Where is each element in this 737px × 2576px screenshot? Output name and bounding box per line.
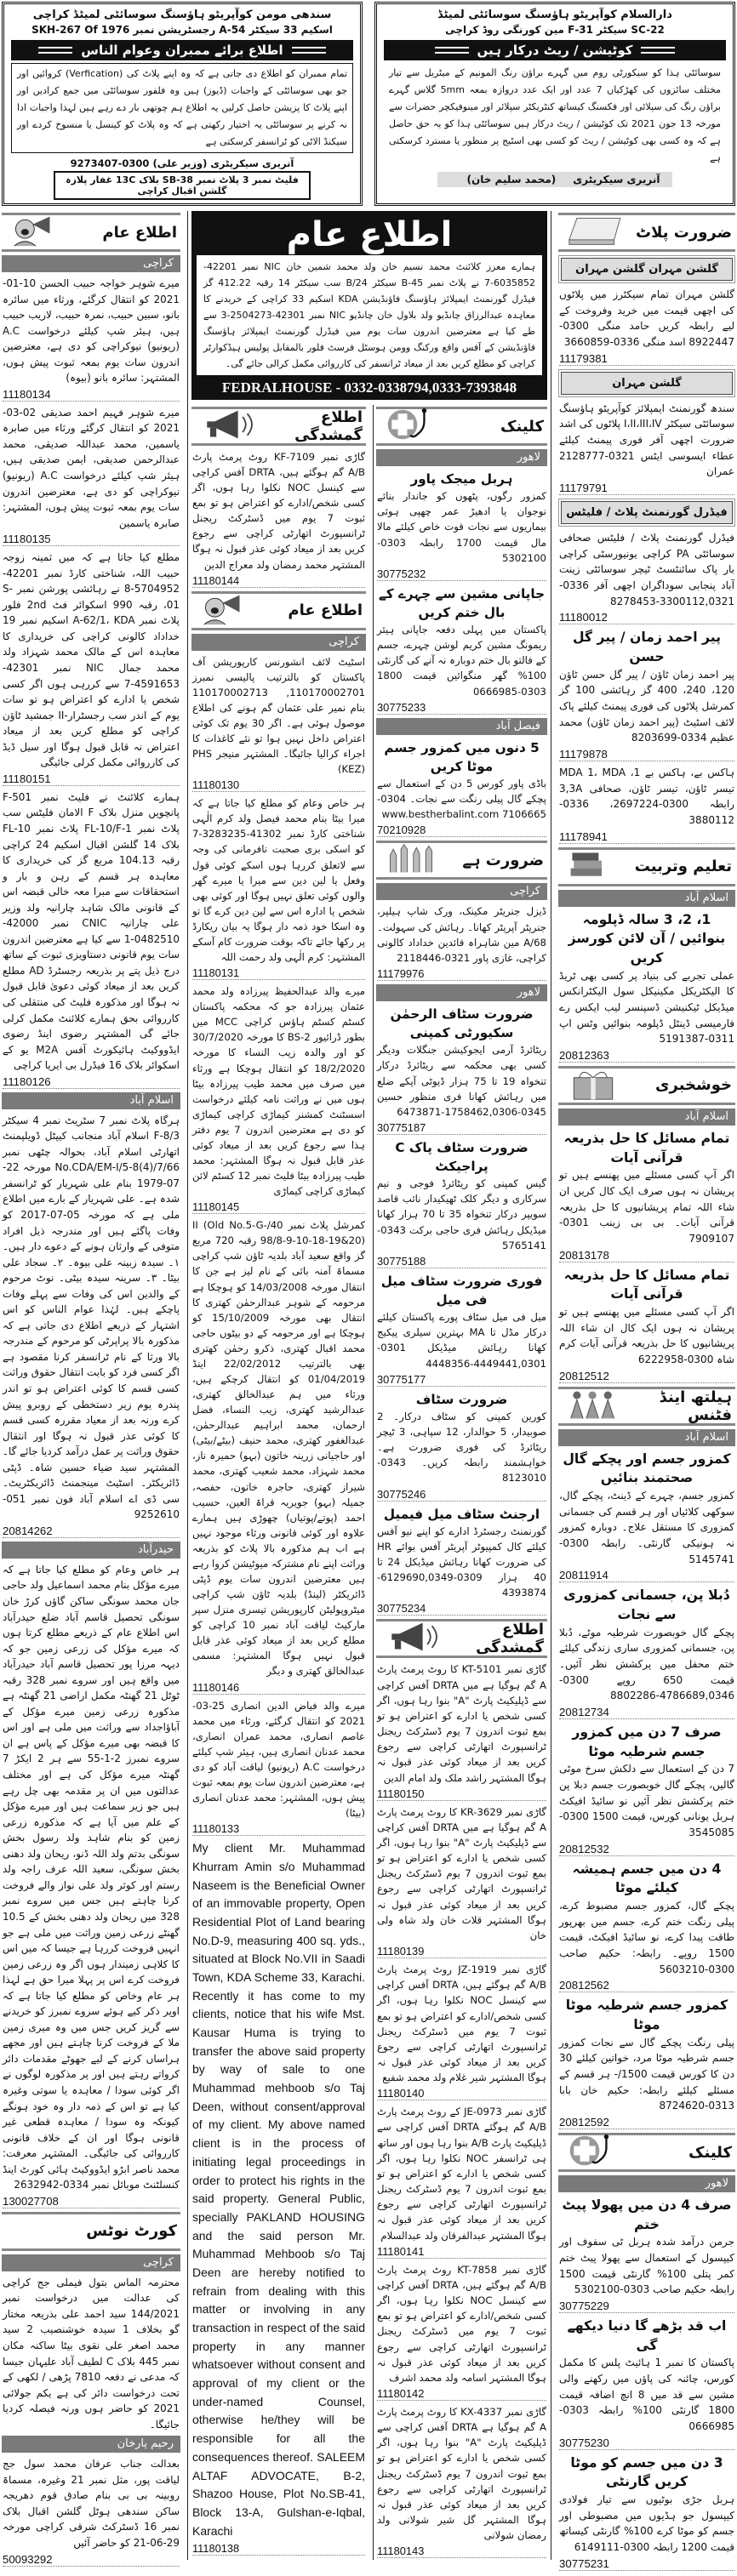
ad-heading: 4 دن میں جسم ہمیشہ کیلئے موٹا xyxy=(572,1860,722,1896)
ad-reference-number: 70210928 xyxy=(377,824,546,837)
ad-text: ہمارے کلائنٹ نے فلیٹ نمبر F-501 پانچویں منزل بلاک F الامان فلیٹس سب پلاٹ نمبر FL-10/F-1 پلاٹ نمبر FL-10 بلاک 14 گلشن اقبال اسکیم 24 کراچی رقبہ 104.13 مربع گز کی خریداری کا معاہدہ ہر قسم کے رہن و بار و استحقاقات سے مبرا معہ خالی قبضہ اس کے قانونی مالک شاہد چارانیہ ولد وزیر علی چارانیہ CNIC نمبر 42000-0482510-1 سے کیا ہے معترضین اندرون سات یوم قانونی دستاویزی ثبوت کے ساتھ درج ذیل پتے پر بذریعہ رجسٹرڈ AD مطلع کریں بعد از میعاد کوئی دعویٰ قابل قبول نہ ہوگا اور مذکورہ فلیٹ کی منتقلی کی کارروائی بحق ہمارے کلائنٹ مکمل کرلی جائے گی المشتہر رضوی اینڈ رضوی ایڈووکیٹ ہائیکورٹ آفس M2A یو کے اسکوائر بلاک 16 فیڈرل بی ایریا کراچی xyxy=(3,790,180,1072)
classified-ad xyxy=(2,1111,180,1540)
ad-text: گلشن مہران تمام سیکٹرز میں پلاٹوں کی اچھی قیمت میں خرید وفروخت کے لیے رابطہ کریں حامد منگی 0300-8922447 اسد منگی 0336-3660859 xyxy=(559,288,734,348)
section-title: کلینک xyxy=(688,2143,732,2162)
ad-reference-number: 11179381 xyxy=(559,352,734,366)
ad-text: اسٹیٹ لائف انشورنس کارپوریشن آف پاکستان کو بالترتیب پالیسی نمبرز 110170002701, 110170002713 بنام نمیر علی عثمان گم ہونے کی اطلاع موصول ہوئی ہے۔ اگر 30 یوم تک کوئی اعتراض داخل نہیں ہوا تو نئے کاغذات کا اجراء کرالیا جائیگا۔ المشتہر منیجر PHS (KEZ) xyxy=(192,655,365,776)
classifieds-body xyxy=(0,206,737,2573)
classified-ad xyxy=(558,399,735,497)
classified-ad xyxy=(2,274,180,403)
city-bar: حیدرآباد xyxy=(2,1542,180,1559)
feature-body: ہمارے معزز کلائنٹ محمد نسیم خان ولد محمد شمین خان NIC نمبر 42201-6035852-7 نے پلاٹ نمبر B-45 سیکٹر 24/B سب سیکٹر 14 رقبہ 412.22 گز فیڈرل گورنمنٹ ایمپلائز ہاؤسنگ فاؤنڈیشن KDA اسکیم 33 کراچی کے خریدنے کا معاہدہ عبدالرزاق چانڈیو ولد بلاول خان چانڈیو NIC نمبر 42301-2504273-3 سے طے کیا ہے معترضین اندرون سات یوم میں فیڈرل گورنمنٹ ایمپلائز ہاؤسنگ فاؤنڈیشن کے آفس واقع ورکنگ وومن ہوسٹل فرسٹ فلور بالمقابل پولیس ہیڈکوارٹر کراچی کو مطلع کریں بعد از میعاد ٹرانسفر کی کارروائی مکمل کرالی جائے گی۔ xyxy=(197,255,542,375)
ad-text: ہاکس بے، ہاکس بے 1، MDA 1، MDA تیسر ٹاؤن، تیسر ٹاؤن، صحافی 3,3A رابطہ 0300-2697224، 0336-3880112 xyxy=(559,766,735,826)
city-bar: لاهور xyxy=(558,2175,735,2192)
section-header xyxy=(558,213,735,252)
banner-text: کوٹیشن / ریٹ درکار ہیں xyxy=(477,43,633,58)
ad-text: میل فی میل سٹاف پورے پاکستان کیلئے درکار مڈل تا MA بہترین سیلری پیکیج کھانا رہائش میڈیکل 0301-4449441,0301-4448356 xyxy=(377,1311,546,1370)
ad-reference-number: 30775188 xyxy=(377,1255,546,1268)
ad-heading: ضرورت سٹاف الرحمٰن سکیورٹی کمپنی xyxy=(390,1006,534,1041)
city-bar: کراچی xyxy=(2,2254,180,2271)
classified-ad xyxy=(558,2194,735,2315)
ad-text: گاڑی نمبر KR-3629 کا روٹ پرمٹ پارٹ A گم ہوگیا ہے میں DRTA آفس کراچی سے ڈپلیکیٹ پارٹ "A" بنوا رہا ہوں، اگر کسی شخص یا ادارے کو اعتراض ہو تو بمع ثبوت اندرون 7 یوم ڈسٹرکٹ ریجنل ٹرانسپورٹ اتھارٹی کراچی سے رجوع کریں بعد از میعاد کوئی عذر قبول نہ ہوگا المشتہر قلات خان ولد شاہ ولی خان xyxy=(377,1805,547,1941)
section-title: اطلاع عام xyxy=(288,601,363,620)
ad-heading: ضرورت سٹاف xyxy=(415,1391,508,1407)
section-title: کورٹ نوٹس xyxy=(86,2222,177,2241)
ad-reference-number: 11180150 xyxy=(377,1787,546,1801)
section-header xyxy=(376,841,547,880)
ad-reference-number: 30775233 xyxy=(377,701,546,715)
column-1 xyxy=(2,211,180,2568)
ad-text: عملی تجربے کی بنیاد پر کسی بھی ٹریڈ کا الیکٹریکل مکینیکل سول الیکٹرانکس میڈیکل ٹیکنیشن ڈسپنسر لیب ایکس رے فارمیسی ڈینٹل ڈپلومہ بنوائیں وٹس اپ 0311-5191387 xyxy=(559,969,734,1046)
ad-heading: اب قد بڑھے گا دنیا دیکھے گی xyxy=(567,2317,727,2353)
ad-reference-number: 20812363 xyxy=(559,1049,734,1063)
classified-ad xyxy=(558,1584,735,1721)
ad-heading: 3 دن میں جسم کو موٹا کریں گارنٹی xyxy=(570,2453,723,2490)
classified-ad xyxy=(376,2260,547,2402)
classified-ad xyxy=(191,1216,366,1695)
society-name: سندھی مومن کوآپریٹو ہاؤسنگ سوسائٹی لمیٹڈ کراچی xyxy=(32,9,332,21)
ad-reference-number: 20814262 xyxy=(3,1525,180,1538)
classified-ad xyxy=(376,583,547,716)
classified-ad xyxy=(2,403,180,548)
classified-ad xyxy=(558,528,735,626)
ad-text: جرمن درآمد شدہ ہربل ٹی سفوف اور کیپسول کے استعمال سے پھولا پیٹ ختم کمر پتلی 100% گارنٹی قیمت 1500 رابطہ حکیم صاحب 0303-5302100 xyxy=(559,2236,734,2296)
ad-reference-number: 20812592 xyxy=(559,2116,734,2129)
people-icon xyxy=(562,1388,625,1425)
classified-ad xyxy=(376,737,547,840)
ad-text: پیلی رنگت پچکے گال سے نجات کمزور جسم شرطیہ موٹا مرد، خواتین کیلئے 30 دن کا کورس قیمت 1500/- ہر قسم کے مسئلے کیلئے رابطہ: حکیم خان بابا 0313-8724620 xyxy=(559,2036,734,2112)
ad-reference-number: 11180126 xyxy=(3,1075,180,1089)
ad-heading: ہربل میجک پاور xyxy=(410,471,513,487)
ad-heading: جاپانی مشین سے چہرے کے بال ختم کریں xyxy=(378,585,546,620)
clinic-icon xyxy=(562,2134,625,2171)
ad-text: اگر آپ کسی مسئلے میں پھنسے ہیں تو پریشان نہ ہوں صرف ایک کال کریں ان شاء اللہ تمام پریشانیوں کا حل بذریعہ قرآنی آیات۔ بی بی زینب 0301-7909107 xyxy=(559,1169,734,1245)
city-bar: فیصل آباد xyxy=(376,718,547,735)
ad-text: مطلع کیا جاتا ہے کہ میں ثمینہ زوجہ حبیب اللہ، شناختی کارڈ نمبر 42201-5704952-8 نے رہائشی پورشن نمبر S-01، رقبہ 990 اسکوائر فٹ 2nd فلور پلاٹ نمبر A-62/1، KDA اسکیم نمبر 19 خداداد کالونی کراچی کی خریداری کا معاہدہ اس کے مالک محمد شہزاد ولد محمد جمال NIC نمبر 42301-4591653-7 سے کررہی ہوں اگر کسی شخص یا ادارے کو اعتراض ہو تو سات یوم کے اندر سب رجسٹرار-II جمشید ٹاؤن کراچی کو مطلع کریں بعد از میعاد اعتراض نہ قابل قبول ہوگا اور سیل ڈیڈ کی کارروائی مکمل کرلی جائیگی xyxy=(3,551,180,769)
ad-text: ہر خاص وعام کو مطلع کیا جاتا ہے کہ میرے مؤکل بنام محمد اسماعیل ولد حاجی جان محمد سونگی ساکن گاؤں کرڑ خان سونگی تحصیل قاسم آباد ضلع حیدرآباد اس اطلاع عام کے ذریعے مطلع کرتا ہوں کہ میرے مؤکل کی زرعی زمین جو کہ دیہہ مرزا پور تحصیل قاسم آباد حیدرآباد میں واقع ہیں اور سروے نمبر 328 رقبہ ٹوٹل 21 گھنٹہ مکمل اراضی 21 گھنٹہ ہے مذکورہ زرعی زمین میرے مؤکل کے آباؤاجداد سے وراثت میں ملی ہے اور اس کا قبضہ بھی میرے مؤکل کے پاس ہے ان سروے نمبرز 2-1-55 سے ہر 2 ایکڑ 7 گھنٹہ میرے مؤکل کی ہے اور مختلف عدالتوں میں ان پر مقدمہ بھی چل رہے ہیں جو زیر سماعت ہیں اور میرے مؤکل کے علم میں آیا ہے کہ مذکورہ زرعی زمین کو بنام شاہد ولد رسول بخش سونگی بدتم ولد اللہ ڈنو، ریحان ولد دھنی بخش سونگی، سعید اللہ عرف راجہ ولد رستم اور کوثر ولد علی نواز والے فروخت کرنا چاہتے ہیں جس میں سروے نمبر 328 میں ریحان ولد دھنی بخش کے 10.5 گھنٹے زرعی زمین وراثت میں ملی ہے جو انہیں فروخت کررہا ہے جیسا کہ میں اس کا کلاہی زمیندار ہوں اگر وہ زرعی زمین فروخت کرے اس پر پہلا میرا حق ہے لہذا ہر عام وخاص کو مطلع کیا جاتا ہے کہ اوپر ذکر کیے ہوئے سروے نمبرز کو خریدنے سے گریز کریں جس میں وہ میری زمین ملا کے فروخت کرنا چاہتے ہیں اور مجھے ہراساں کرنے کے لیے جھوٹے مقدمات دائر کرواتے رہتے ہیں اور پر مذکورہ لوگوں نے اگر کوئی سودا / معاہدہ یا سوتی وغیرہ کیا ہے تو اس کے ذمہ دار وہ خود ہونگے کیونکہ وہ سودا / معاہدہ قطعی غیر قانونی ہوگا اور ان کے خلاف قانونی کارروائی کی جائیگی۔ المشتہر معرفت: محمد ناصر ابڑو ایڈووکیٹ ہائی کورٹ اینڈ کنسلٹنٹ موبائل نمبر 0334-2632942 xyxy=(3,1563,180,2191)
ad-reference-number: 30775187 xyxy=(377,1121,546,1135)
boxed-heading: گلشن مہران xyxy=(561,372,733,395)
ad-text: 7 دن کے استعمال سے دلکش سرخ موٹی گالیں، پچکے گال خوبصورت جسم دبلا پن ختم پرکشش نظر آئیں نو سائیڈ افیکٹ ہربل یونانی کورس، قیمت 1500 0300-3545085 xyxy=(559,1763,734,1839)
ad-reference-number: 11180131 xyxy=(192,966,365,980)
ad-heading: فوری ضرورت سٹاف میل فی میل xyxy=(380,1273,543,1308)
ad-text: گورنمنٹ رجسٹرڈ ادارے کو اپنے نیو آفس کیلئے کال کمپیوٹر آپریٹر آفس بوائے HR کی ضرورت کھانا رہائش میڈیکل 24 تا 40 ہزار 0309-6129690,0349-4393874 xyxy=(377,1525,547,1599)
ad-text: گاڑی نمبر KF-7109 روٹ پرمٹ پارٹ A/B گم ہوگئے ہیں، DRTA آفس کراچی سے کینسل NOC نکلوا رہا ہوں، اگر کسی شخص/ادارے کو اعتراض ہو تو بمع ثبوت 7 یوم میں ڈسٹرکٹ ریجنل ٹرانسپورٹ اتھارٹی کراچی سے رجوع کریں بعد از میعاد کوئی عذر قبول نہ ہوگا المشتہر محمد رمضان ولد معراج الدین xyxy=(192,451,365,571)
classified-ad xyxy=(376,2102,547,2260)
city-bar: لاهور xyxy=(376,449,547,466)
ad-text: My client Mr. Muhammad Khurram Amin s/o Muhammad Naseem is the Beneficial Owner of an immovable property, Open Residential Plot of Land bearing No.D-9, measuring 400 sq. yds., situated at Block No.VII in Saadi Town, KDA Scheme 33, Karachi. Recently it has come to my clients, notice that his wife Mst. Kausar Huma is trying to transfer the above said property by way of sale to one Muhammad mehboob s/o Taj Deen, without consent/approval of my client. My above named client is in the process of initiating legal proceedings in order to protect his rights in the said property. General Public, specially PAKLAND HOUSING and the said person Mr. Muhammad Mehboob s/o Taj Deen are hereby notified to refrain from dealing with this matter or involving in any transaction in respect of the said property in any manner whatsoever without consent and approval of my client or the under-named Counsel, otherwise he/they will be responsible for all the consequences thereof. SALEEM ALTAF ADVOCATE, B-2, Shazoo House, Plot No.SB-41, Block 13-A, Gulshan-e-Iqbal, Karachi xyxy=(192,1841,365,2538)
top-notices xyxy=(0,0,737,206)
megaphone-icon xyxy=(195,407,258,445)
classified-ad xyxy=(376,1960,547,2102)
ad-reference-number: 11180142 xyxy=(377,2387,546,2401)
ad-reference-number: 11180135 xyxy=(3,533,180,546)
classified-ad xyxy=(376,1270,547,1388)
ad-text: کمزور جسم، چہرے کے ڈینٹ، پچکے گال، سوکھی کلائیاں اور ہر قسم کی جسمانی کمزوری کا مستقل علاج۔ دوبارہ کمزور نہ ہونیکی گارنٹی۔ رابطہ 0300-5145741 xyxy=(559,1490,734,1565)
ad-text: کورین کمپنی کو سٹاف درکار۔ 2 صوبیدار، 5 حوالدار، 12 سپاہی، 3 ٹیچر ریٹائرڈ کی فوری ضرورت ہے۔ خواہشمند رابطہ کریں۔ 0343-8123010 xyxy=(377,1410,546,1485)
section-title: خوشخبری xyxy=(655,1076,732,1095)
secretary-name: (محمد سلیم خان) xyxy=(466,174,557,185)
ad-text: سندھ گورنمنٹ ایمپلائز کوآپریٹو ہاؤسنگ سوسائٹی سیکٹر I،II،III،IV پلاٹوں کی اشد ضرورت اچھی آفر فوری پیمنٹ کیلئے عطاء ایسوسی ایٹس 0321-2128777 عمران xyxy=(559,402,734,478)
ad-heading: پیر احمد زمان / پیر گل حسن xyxy=(572,629,722,664)
ad-heading: کمزور جسم شرطیہ موٹا موٹا xyxy=(565,1997,728,2033)
section-header xyxy=(376,407,547,446)
classified-ad xyxy=(558,763,735,846)
section-title: کلینک xyxy=(500,417,544,436)
clinic-icon xyxy=(380,407,443,445)
ad-text: گیس کمپنی کو ریٹائرڈ فوجی و نیم سرکاری و دیگر کلک ٹھیکیدار نائب قاصد سویپر درکار تنخواہ 35 تا 70 ہزار کھانا میڈیکل رہائش فری حاجی برکت 0343-5765141 xyxy=(377,1177,546,1251)
section-title: اطلاع گمشدگی xyxy=(294,408,363,444)
ad-reference-number: 11180140 xyxy=(377,2087,546,2100)
ad-text: پچکے گال، کمزور جسم مضبوط کرے، پیلی رنگت ختم کرے، جسم میں بھرپور طاقت پیدا کرے، نو سائیڈ افیکٹ، قیمت 1500 روپے۔ رابطہ: حکیم صاحب 0300-5603210 xyxy=(559,1900,734,1975)
column-4 xyxy=(558,211,735,2573)
city-bar: کراچی xyxy=(191,634,366,651)
secretary xyxy=(437,172,671,187)
banner-text: اطلاع برائے ممبران وعوام الناس xyxy=(81,43,283,58)
ad-reference-number: 20811914 xyxy=(559,1569,734,1582)
section-header xyxy=(2,213,180,252)
ad-text: پچکے گال خوبصورت شرطیہ موٹے، دُبلا پن، جسمانی کمزوری ساری زندگی کیلئے ختم محفل میں پرکشش نظر آئیں۔ قیمت 650 روپے 0300-4786689,0346-8802286 xyxy=(559,1626,734,1702)
ad-reference-number: 20812734 xyxy=(559,1706,734,1719)
ad-reference-number: 11180139 xyxy=(377,1945,546,1958)
classified-ad xyxy=(191,1696,366,1838)
banner-rule xyxy=(435,47,469,54)
ad-reference-number: 20813178 xyxy=(559,1249,734,1262)
ad-text: ریٹائرڈ آرمی ایجوکیشن جنگلات ودیگر کسی بھی محکمہ سے ریٹائرڈ درکار تنخواہ 19 تا 75 ہزار ڈیوٹی آپکے ضلع میں رہائش کھانا فری منظور حسین 0345-1758462,0306-6473871 xyxy=(377,1044,546,1118)
secretary: آنریری سیکریٹری (وزیر علی) 0300-9273407 xyxy=(70,157,294,169)
ad-text: ہربل جڑی بوٹیوں سے تیار فولادی کیپسول جو ہڈیوں میں مضبوطی اور جسم کو موٹا کرے 100% گارنٹی کیساتھ قیمت 1200 رابطہ 0300-6149111 xyxy=(559,2493,735,2554)
classified-ad xyxy=(558,2452,735,2573)
classified-ad xyxy=(376,1660,547,1802)
ad-text: کمرشل پلاٹ نمبر 40/II (Old No.5-G-98/8-9-10-18-19&20) رقبہ 720 مربع گز واقع سعید آباد بلدیہ ٹاؤن شپ کراچی مسماۃ آمنہ بائی کے نام لیز ہے جن کا انتقال مورخہ 14/03/2008 کو ہوچکا ہے مرحومہ کے شوہر عبدالرحمٰن کھتری کا انتقال بھی مورخہ 15/10/2009 کو ہوچکا ہے اور مرحومہ کے دو بیٹوں حاجی محمد اقبال کھتری، ذکرو رحمٰن کھتری بھی بالترتیب 22/02/2012 اینڈ 01/04/2019 کو انتقال کرچکے ہیں، ورثاء میں ہم عبدالخالق کھتری، عبدالرشید کھتری، زیب النساء، فضل ارحمان، محمد ابراہیم عبدالرحمٰن، عبدالغفور کھتری، محمد حنیف (بیٹے/بیٹی) اور حاجیانی زرینہ خاتون (بہو) حمیرہ ناز، محمد شہزاد، محمد شعیب کھتری، محمد شیراز کھتری، حاجرہ خاتون، حفصہ، جمیلہ (بہو) جویریہ قراۃ العین، حسیب احمد (پوتے/پوتیاں) چھوڑی ہیں ہمارے علاوہ اور کوئی قانونی ورثاء موجود نہیں ہے اب ہم مذکورہ بالا پلاٹ کو بذریعہ وراثت اپنے نام مشترکہ میوٹیشن کروا رہے ہیں معترضین اندرون سات یوم ڈپٹی ڈائریکٹر (لینڈ) بلدیہ ٹاؤن شپ کراچی میٹروپولیٹن کارپوریشن تیسری منزل سپر مارکیٹ لیاقت آباد نمبر 10 کراچی کو مطلع کریں بعد از میعاد کوئی عذر قابل قبول نہیں ہوگا المشتہر: مسمی عبدالخالق کھتری و دیگر xyxy=(192,1219,366,1678)
section-title: ضرورت پلاٹ xyxy=(635,223,732,242)
quotation-body: سوسائٹی ہذا کو سیکورٹی روم میں گہرے براؤن رنگ المونیم کے میٹریل سے تیار مختلف سائزوں کی کھڑکیاں 7 عدد اور ایک عدد دروازہ بمعہ 5mm گلاس گہرے براؤن رنگ کی سپلائی اور فکسنگ کیساتھ کنٹریکٹر سپلائر اور مینوفیکچر حضرات سے مورخہ 13 جون 2021 تک کوٹیشن / ریٹ درکار ہیں سوسائٹی ہذا کو یہ حق حاصل ہے کہ وہ کسی بھی کوٹیشن / ریٹ کو کسی بھی اسٹیج پر منظور یا مسترد کرسکتی ہے xyxy=(389,67,722,163)
classified-ad xyxy=(376,2402,547,2560)
ad-text: میرے والد عبدالحفیظ پیرزادہ ولد محمد عثمان پیرزادہ جو کہ محکمہ پاکستان کسٹم کسٹم ہاؤس کراچی MCC میں بطور ڈرائیور BS-2 کا مورخہ 30/7/2020 کو اور والدہ زیب النساء کا مورخہ 18/2/2020 کو انتقال ہوچکا ہے ورثاء میں صرف میں محمد طیب پیرزادہ بیٹا ہوں میں نے وراثت نامہ کیلئے درخواست اسسٹنٹ کمشنر کیماڑی کراچی کیماڑی کو دی ہے معترضین اندرون 7 یوم دفتر ہذا سے رجوع کریں بعد از میعاد کوئی عذر قابل قبول نہ ہوگا المشتہر: محمد طیب پیرزادہ بیٹا فلیٹ نمبر 12 کسٹم لائن کیماڑی کراچی کیماڑی xyxy=(192,985,366,1198)
ad-reference-number: 20812512 xyxy=(559,1370,734,1383)
section-title: اطلاع عام xyxy=(102,223,177,242)
ad-heading: صرف 4 دن میں پھولا پیٹ ختم xyxy=(562,2197,732,2232)
ad-text: کمزور رگوں، پٹھوں کو جاندار بنائے نوجوان یا ادھیڑ عمر چھپی ہوئی بیماریوں سے نجات قوت خاص کیلئے مالا مال قیمت 1700 رابطہ 0303-5302100 xyxy=(377,490,547,564)
feature-title: اطلاع عام xyxy=(286,215,453,254)
city-bar: لاهور xyxy=(376,984,547,1001)
ad-heading: کمزور جسم اور پچکے گال صحتمند بنائیں xyxy=(563,1450,731,1486)
notice-body: تمام ممبران کو اطلاع دی جاتی ہے کہ وہ اپنے پلاٹ کی (Verfication) کروائیں اور جو بھی سوسائٹی کے واجبات (ڈیوز) ہیں وہ فلفور سوسائٹی میں جمع کرادیں اور اپنے پلاٹ کا پزیشن حاصل کرلیں یہ اطلاع ہم چوتھی بار دے رہے ہیں لہذا واجبات ادا نہ کرنے پر سوسائٹی یہ اختیار رکھتی ہے کہ وہ پلاٹ کو کینسل یا منسوخ کردے اور سیکنڈ الاٹی کو ٹرانسفر کرسکتی ہے xyxy=(11,63,353,153)
banner-rule xyxy=(641,47,675,54)
classified-ad xyxy=(376,1503,547,1618)
section-header xyxy=(558,1387,735,1426)
ad-reference-number: 30775234 xyxy=(377,1602,546,1616)
ad-text: گاڑی نمبر KT-7858 روٹ پرمٹ پارٹ A/B گم ہوگئے ہیں، DRTA آفس کراچی سے کینسل NOC نکلوا رہا ہوں، اگر کسی شخص/ادارے کو اعتراض ہو تو بمع ثبوت 7 یوم میں ڈسٹرکٹ ریجنل ٹرانسپورٹ اتھارٹی کراچی سے رجوع کریں بعد از میعاد کوئی عذر قبول نہ ہوگا المشتہر اسامہ ولد محمد اشرف xyxy=(377,2263,547,2384)
sub-columns xyxy=(191,405,547,2560)
ad-text: ہرگاہ پلاٹ نمبر 7 سٹریٹ نمبر 4 سیکٹر F-8/3 اسلام آباد منجانب کیپٹل ڈویلپمنٹ اتھارٹی اسلام آباد، بحوالہ چٹھی نمبر No.CDA/EM-I/5-8(4)/7/66 مورخہ 22-07-1979 بنام علی شہریار کو ٹرانسفر شدہ ہے۔ علی شہریار کے بارے میں اطلاع ملی ہے کہ مورخہ 05-07-2017 کو وفات پاگئے ہیں اور مندرجہ ذیل افراد متوفی کے وارثان ہونے کے دعوے دار ہیں۔ ۱۔ سیدہ زبینہ علی بیوہ۔ ۲۔ سجاد علی بیٹا۔ ۳۔ سرینہ سیدہ بیٹی۔ نوٹ مرحوم کے والدین اس کی وفات سے پہلے وفات پاچکے ہیں۔ لہٰذا عوام الناس کو اس اشتہار کے ذریعے اطلاع دی جاتی ہے کہ مذکورہ بالا پراپرٹی کو مرحوم کے مندرجہ بالا ورثا کے نام ٹرانسفر کرنا مقصود ہے اگر کسی فرد کو بابت انتقال حقوق وراثت کسی قسم کا کوئی اعتراض ہو تو اندر پندرہ یوم زیر دستخطی کے روبرو پیش کرے ورنہ بعد از معیاد مقررہ کسی قسم کا کوئی عذر قبول نہ ہوگا اور انتقال حقوق وراثت پر عمل درآمد کردیا جائے گا۔ المشتہر سید ضیاء حسین شاہ۔ ڈپٹی ڈائریکٹر۔ اسٹیٹ مینجمنٹ ڈائریکٹریٹ۔ سی ڈی اے اسلام آباد فون نمبر 051-9252610 xyxy=(3,1114,180,1521)
ad-heading: صرف 7 دن میں کمزور جسم شرطیہ موٹا xyxy=(572,1723,722,1759)
ad-text: ہر خاص وعام کو مطلع کیا جاتا ہے کہ میرا بیٹا بنام محمد فیصل ولد کرم الٰہی شناختی کارڈ نمبر 41302-3283235-7 کو اسکی بری صحبت نافرمانی کی وجہ سے لاتعلق کررہا ہوں اسکے کوئی قول وفعل یا لین دین سے میرا یا میرے گھر والوں کوئی تعلق نہیں ہوگا اور کوئی بھی شخص یا ادارہ اس سے لین دین کرے گا تو وہ اسکا خود ذمہ دار ہوگا یہ بیان ریکارڈ پر رکھا جائے تاکہ بوقت ضرورت کام آسکے المشتہر: کرم الٰہی ولد رحمت اللہ xyxy=(192,797,365,964)
classified-ad xyxy=(558,1127,735,1264)
society-name: دارالسلام کوآپریٹو ہاؤسنگ سوسائٹی لمیٹڈ xyxy=(437,9,672,21)
classified-ad xyxy=(376,1388,547,1503)
ad-reference-number: 20812562 xyxy=(559,1979,734,1992)
classified-ad xyxy=(2,1560,180,2210)
ad-reference-number: 11180141 xyxy=(377,2245,546,2259)
ad-text: میرے شوہر فہیم احمد صدیقی 02-03-2021 کو انتقال کرگئے ورثاء میں صابرہ یاسمین، محمد عبداللہ صدیقی، محمد عبدالرحمن صدیقی، ایمن صدیقی ہیں، ہیئر شپ کیلئے درخواست A.C (ریونیو) نیوکراچی کو دی ہے، معترضین اندرون سات یوم بمعہ ثبوت پیش ہوں، المشتہر: صابرہ یاسمین xyxy=(3,406,180,529)
society-notice-sindhi-momin xyxy=(2,2,363,206)
city-bar: اسلام آباد xyxy=(2,1092,180,1109)
ad-reference-number: 11179878 xyxy=(559,748,734,761)
society-address: SC-22 سیکٹر 31-F مین کورنگی روڈ کراچی xyxy=(445,24,665,36)
classified-ad xyxy=(376,902,547,983)
ad-reference-number: 30775229 xyxy=(559,2300,734,2313)
classified-ad xyxy=(558,1858,735,1995)
ad-text: اگر آپ کسی مسئلے میں پھنسے ہیں تو پریشان نہ ہوں ایک کال ان شاء اللہ پریشانیوں کا حل بذریعہ قرآنی آیات کرم شاہ 0300-6222958 xyxy=(559,1305,734,1365)
ad-text: پاکستان کا نمبر 1 ہائیٹ پلس کا مکمل کورس، چائنہ کی پاؤں میں رکھنے والی مشین سے قد میں 8 انچ اضافہ قیمت 1800 گارنٹی 100% رابطہ 0303-0666985 xyxy=(559,2357,735,2433)
classified-ad xyxy=(2,548,180,788)
section-title: اطلاع گمشدگی xyxy=(476,1621,544,1657)
feature-footer: FEDRALHOUSE - 0332-0338794,0333-7393848 xyxy=(221,379,517,396)
ad-reference-number: 11180138 xyxy=(192,2542,365,2556)
ad-reference-number: 130027708 xyxy=(3,2195,180,2208)
ad-reference-number: 11180143 xyxy=(377,2545,546,2558)
ad-reference-number: 11180134 xyxy=(3,388,180,402)
classified-ad xyxy=(558,285,735,368)
classified-ad xyxy=(558,1264,735,1385)
secretary-title: آنریری سیکریٹری xyxy=(573,174,660,185)
ad-reference-number: 30775246 xyxy=(377,1488,546,1502)
section-header xyxy=(558,847,735,886)
classified-ad xyxy=(376,1137,547,1270)
classified-ad xyxy=(376,1803,547,1960)
classified-ad xyxy=(558,1721,735,1858)
city-bar: رحیم یارخان xyxy=(2,2436,180,2453)
classified-ad xyxy=(558,1994,735,2131)
ad-text: گاڑی نمبر JZ-1919 روٹ پرمٹ پارٹ A/B گم ہوگئے ہیں، DRTA آفس کراچی سے کینسل NOC نکلوا رہا ہوں، اگر کسی شخص/ادارے کو اعتراض ہو تو بمع ثبوت 7 یوم میں ڈسٹرکٹ ریجنل ٹرانسپورٹ اتھارٹی کراچی سے رجوع کریں بعد از میعاد کوئی عذر قبول نہ ہوگا المشتہر شیر غلام ولد محمد شفیع xyxy=(377,1963,547,2084)
banner-rule xyxy=(292,47,326,54)
section-header xyxy=(558,2133,735,2172)
ad-reference-number: 11180145 xyxy=(192,1200,365,1214)
ad-reference-number: 11180144 xyxy=(192,574,365,588)
address: فلیٹ نمبر 3 پلاٹ نمبر SB-38 بلاک 13C غفار پلازہ گلشن اقبال کراچی xyxy=(54,171,311,200)
ad-reference-number: 11180133 xyxy=(192,1822,365,1836)
ad-text: میرے والد فیاض الدین انصاری 25-03-2021 کو انتقال کرگئے، ورثاء میں محمد عاصم انصاری، محمد عمران انصاری، محمد عدنان انصاری ہیں، ہیئر شپ کیلئے درخواست A.C (ریونیو) لیاقت آباد کو دی ہے، معترضین اندرون سات یوم بمعہ ثبوت پیش ہوں، المشتہر: محمد عدنان انصاری (بیٹا) xyxy=(192,1699,365,1820)
classified-ad xyxy=(558,2315,735,2452)
books-icon xyxy=(562,848,625,886)
ad-text: فیڈرل گورنمنٹ پلاٹ / فلیٹس صحافی سوسائٹی PA کراچی یونیورسٹی کراچی بار پاک سائنٹسٹ ٹیچر سوسائٹی زینت آباد پنجابی سوداگران اچھی آفر 0336-3300112,0321-8278453 xyxy=(559,531,735,607)
classified-ad xyxy=(558,909,735,1064)
ad-text: ڈیزل جنریٹر مکینک، ورک شاپ ہیلپر، جنریٹر آپریٹر کھانا۔ رہائش کی سہولت۔ A/68 مین شاہراہ قائدین خداداد کالونی کراچی، غازی پاور 0321-2118446 xyxy=(377,905,546,964)
section-header xyxy=(191,591,366,630)
section-title: ضرورت ہے xyxy=(462,851,544,869)
city-bar: اسلام آباد xyxy=(558,1429,735,1446)
ad-reference-number: 30775230 xyxy=(559,2436,734,2450)
ad-heading: ارجنٹ سٹاف میل فیمیل xyxy=(383,1506,540,1522)
classified-ad xyxy=(191,653,366,795)
boxed-heading: گلشن مہران گلشن مہران xyxy=(561,258,733,281)
classified-ad xyxy=(376,1003,547,1137)
ad-reference-number: 11180146 xyxy=(192,1681,365,1695)
section-title: ہیلتھ اینڈ فٹنس xyxy=(659,1388,732,1424)
section-header xyxy=(558,1066,735,1105)
ad-text: بعدالت جناب عرفان محمد سول جج لیاقت پور، مثل نمبر 21 وغیرہ، مسماۃ روبینہ بی بی بنام صادق قوم دھریجہ ساکن سندھی ہوٹل گلشن اقبال بلاک نمبر 16 ڈسٹرکٹ شرقی کراچی مورخہ 29-06-21 کو حاضر آئیں xyxy=(3,2458,180,2549)
ad-heading: 5 دنوں میں کمزور جسم موٹا کریں xyxy=(384,739,540,774)
ad-reference-number: 20812532 xyxy=(559,1843,734,1856)
registration: اسکیم 33 سیکٹر 54-A رجسٹریشن نمبر SKH-267 Of 1976 xyxy=(31,24,333,36)
ad-text: محترمہ الماس بتول فیملی جج کراچی کی عدالت میں درخواست نمبر 144/2021 سید احمد علی بذریعہ مختار گو بخلاف 1 سیدہ خوشنصیب 2 سید محمد اصغر علی نقوی بیٹا ساکنہ مکان نمبر 445 بلاک C لطیف آباد علیہان جیسا کہ مدعی نے دفعہ 7810 پڑھی / لکھی کے تحت درخواست دائر کی ہے یکم جولائی 2021 کو حاضر ہوں ورنہ فیصلہ کردیا جائیگا۔ xyxy=(3,2276,180,2431)
shouting-man-icon xyxy=(5,214,68,251)
classified-ad xyxy=(2,2454,180,2567)
ad-heading: 1، 2، 3 سالہ ڈپلومہ بنوائیں / آن لائن کورسز کریں xyxy=(568,910,726,966)
ad-text: باڈی پاور کورس 5 دن کے استعمال سے پچکے گال پیلی رنگت سے نجات۔ 0304-7106665 www.bestherbalint.com xyxy=(377,777,546,821)
classified-ad xyxy=(191,794,366,982)
plot-icon xyxy=(562,214,625,251)
ad-text: گاڑی نمبر KT-5101 کا روٹ پرمٹ پارٹ A گم ہوگیا ہے میں DRTA آفس کراچی سے ڈپلیکیٹ پارٹ "A" بنوا رہا ہوں، اگر کسی شخص یا ادارے کو اعتراض ہو تو بمع ثبوت اندرون 7 یوم ڈسٹرکٹ ریجنل ٹرانسپورٹ اتھارٹی کراچی سے رجوع کریں بعد از میعاد کوئی عذر قبول نہ ہوگا المشتہر راشد ملک ولد امام الدین xyxy=(377,1663,547,1784)
megaphone-icon xyxy=(380,1620,443,1657)
section-header xyxy=(376,1619,547,1658)
ad-reference-number: 11180151 xyxy=(3,772,180,786)
ad-reference-number: 30775177 xyxy=(377,1373,546,1387)
society-notice-darussalam xyxy=(374,2,735,206)
ad-reference-number: 11179791 xyxy=(559,482,734,495)
classified-ad xyxy=(2,788,180,1091)
gift-icon xyxy=(562,1067,625,1104)
ad-reference-number: 11180130 xyxy=(192,778,365,792)
ad-reference-number: 30775232 xyxy=(377,567,546,581)
ad-reference-number: 11179976 xyxy=(377,967,546,981)
section-header xyxy=(191,407,366,446)
ad-reference-number: 11180012 xyxy=(559,611,734,624)
quotation-banner xyxy=(384,40,726,60)
classified-ad xyxy=(191,447,366,590)
section-title: تعلیم وتربیت xyxy=(634,858,732,875)
hands-icon xyxy=(380,841,443,879)
classified-ad xyxy=(558,1448,735,1585)
classified-ad xyxy=(191,982,366,1216)
middle-columns xyxy=(187,211,551,2560)
banner-rule xyxy=(38,47,72,54)
english-legal-notice xyxy=(191,1838,366,2557)
notice-banner xyxy=(11,40,353,60)
classified-ad xyxy=(376,468,547,583)
city-bar: اسلام آباد xyxy=(558,890,735,907)
ad-heading: دُبلا پن، جسمانی کمزوری سے نجات xyxy=(563,1587,730,1622)
ad-heading: ضرورت سٹاف پاک C پراجیکٹ xyxy=(395,1139,528,1175)
column-3 xyxy=(373,405,547,2560)
ad-text: گاڑی نمبر JE-0973 کے روٹ پرمٹ پارٹ A/B گم ہوگئے DRTA آفس کراچی سے ڈپلیکیٹ پارٹ A/B بنوا رہا ہوں اور ساتھ ہی ٹرانسفر NOC نکلوا رہا ہوں، اگر کسی شخص یا ادارے کو اعتراض ہو تو بمع ثبوت اندرون 7 یوم ڈسٹرکٹ ریجنل ٹرانسپورٹ اتھارٹی کراچی سے رجوع کریں بعد از میعاد کوئی عذر قبول نہ ہوگا المشتہر عبدالفرقان ولد عبدالسلام xyxy=(377,2106,547,2242)
ad-text: پاکستان میں پہلی دفعہ جاپانی ہیئر ریمونگ مشین کریم لوشن چہرے، جسم کے فالتو بال ختم دوبارہ نہ آنے کی گارنٹی 100% گھر منگوائیں قیمت 1800 0303-0666985 xyxy=(377,624,546,698)
ad-text: پیر احمد زمان ٹاؤن / پیر گل حسن ٹاؤن 120، 240، 400 گز رہائشی 100 گز کمرشل پلاٹوں کی فوری پیمنٹ کیلئے پاک لائف اسٹیٹ (پیر احمد زمان ٹاؤن) محمد عظیم 0334-8203699 xyxy=(559,668,734,744)
ad-reference-number: 11178941 xyxy=(559,830,734,844)
column-2 xyxy=(191,405,366,2557)
city-bar: کراچی xyxy=(376,883,547,900)
feature-public-notice xyxy=(191,211,547,400)
city-bar: اسلام آباد xyxy=(558,1108,735,1126)
ad-reference-number: 50093292 xyxy=(3,2553,180,2567)
ad-text: گاڑی نمبر KX-4337 کا روٹ پرمٹ پارٹ A گم ہوگیا ہے DRTA آفس کراچی سے ڈپلیکیٹ پارٹ "A" بنوا رہا ہوں، اگر کسی شخص یا ادارے کو اعتراض ہو تو بمع ثبوت اندرون 7 یوم ڈسٹرکٹ ریجنل ٹرانسپورٹ اتھارٹی کراچی سے رجوع کریں بعد از میعاد کوئی عذر قبول نہ ہوگا المشتہر گل شیر شولانی ولد رمضان شولانی xyxy=(377,2405,547,2542)
city-bar: کراچی xyxy=(2,255,180,272)
classified-ad xyxy=(2,2273,180,2434)
shouting-man-icon xyxy=(195,592,258,630)
classified-ad xyxy=(558,626,735,763)
ad-heading: تمام مسائل کا حل بذریعہ قرآنی آیات xyxy=(563,1129,730,1165)
ad-text: میرے شوہر خواجہ حبیب الحسن 10-01-2021 کو انتقال کرگئے، ورثاء میں سائرہ بانو، سبین حبیب، نمرہ حبیب، لاریب حبیب ہیں، ہیئر شپ کیلئے درخواست A.C (ریونیو) نیوکراچی کو دی ہے، معترضین اندرون سات یوم بمعہ ثبوت پیش ہوں، المشتہر: سائرہ بانو (بیوہ) xyxy=(3,277,180,385)
boxed-heading: فیڈرل گورنمنٹ پلاٹ / فلیٹس xyxy=(561,501,733,524)
section-header xyxy=(2,2212,180,2251)
ad-reference-number: 30775231 xyxy=(559,2557,734,2571)
ad-heading: تمام مسائل کا حل بذریعہ قرآنی آیات xyxy=(563,1266,730,1302)
